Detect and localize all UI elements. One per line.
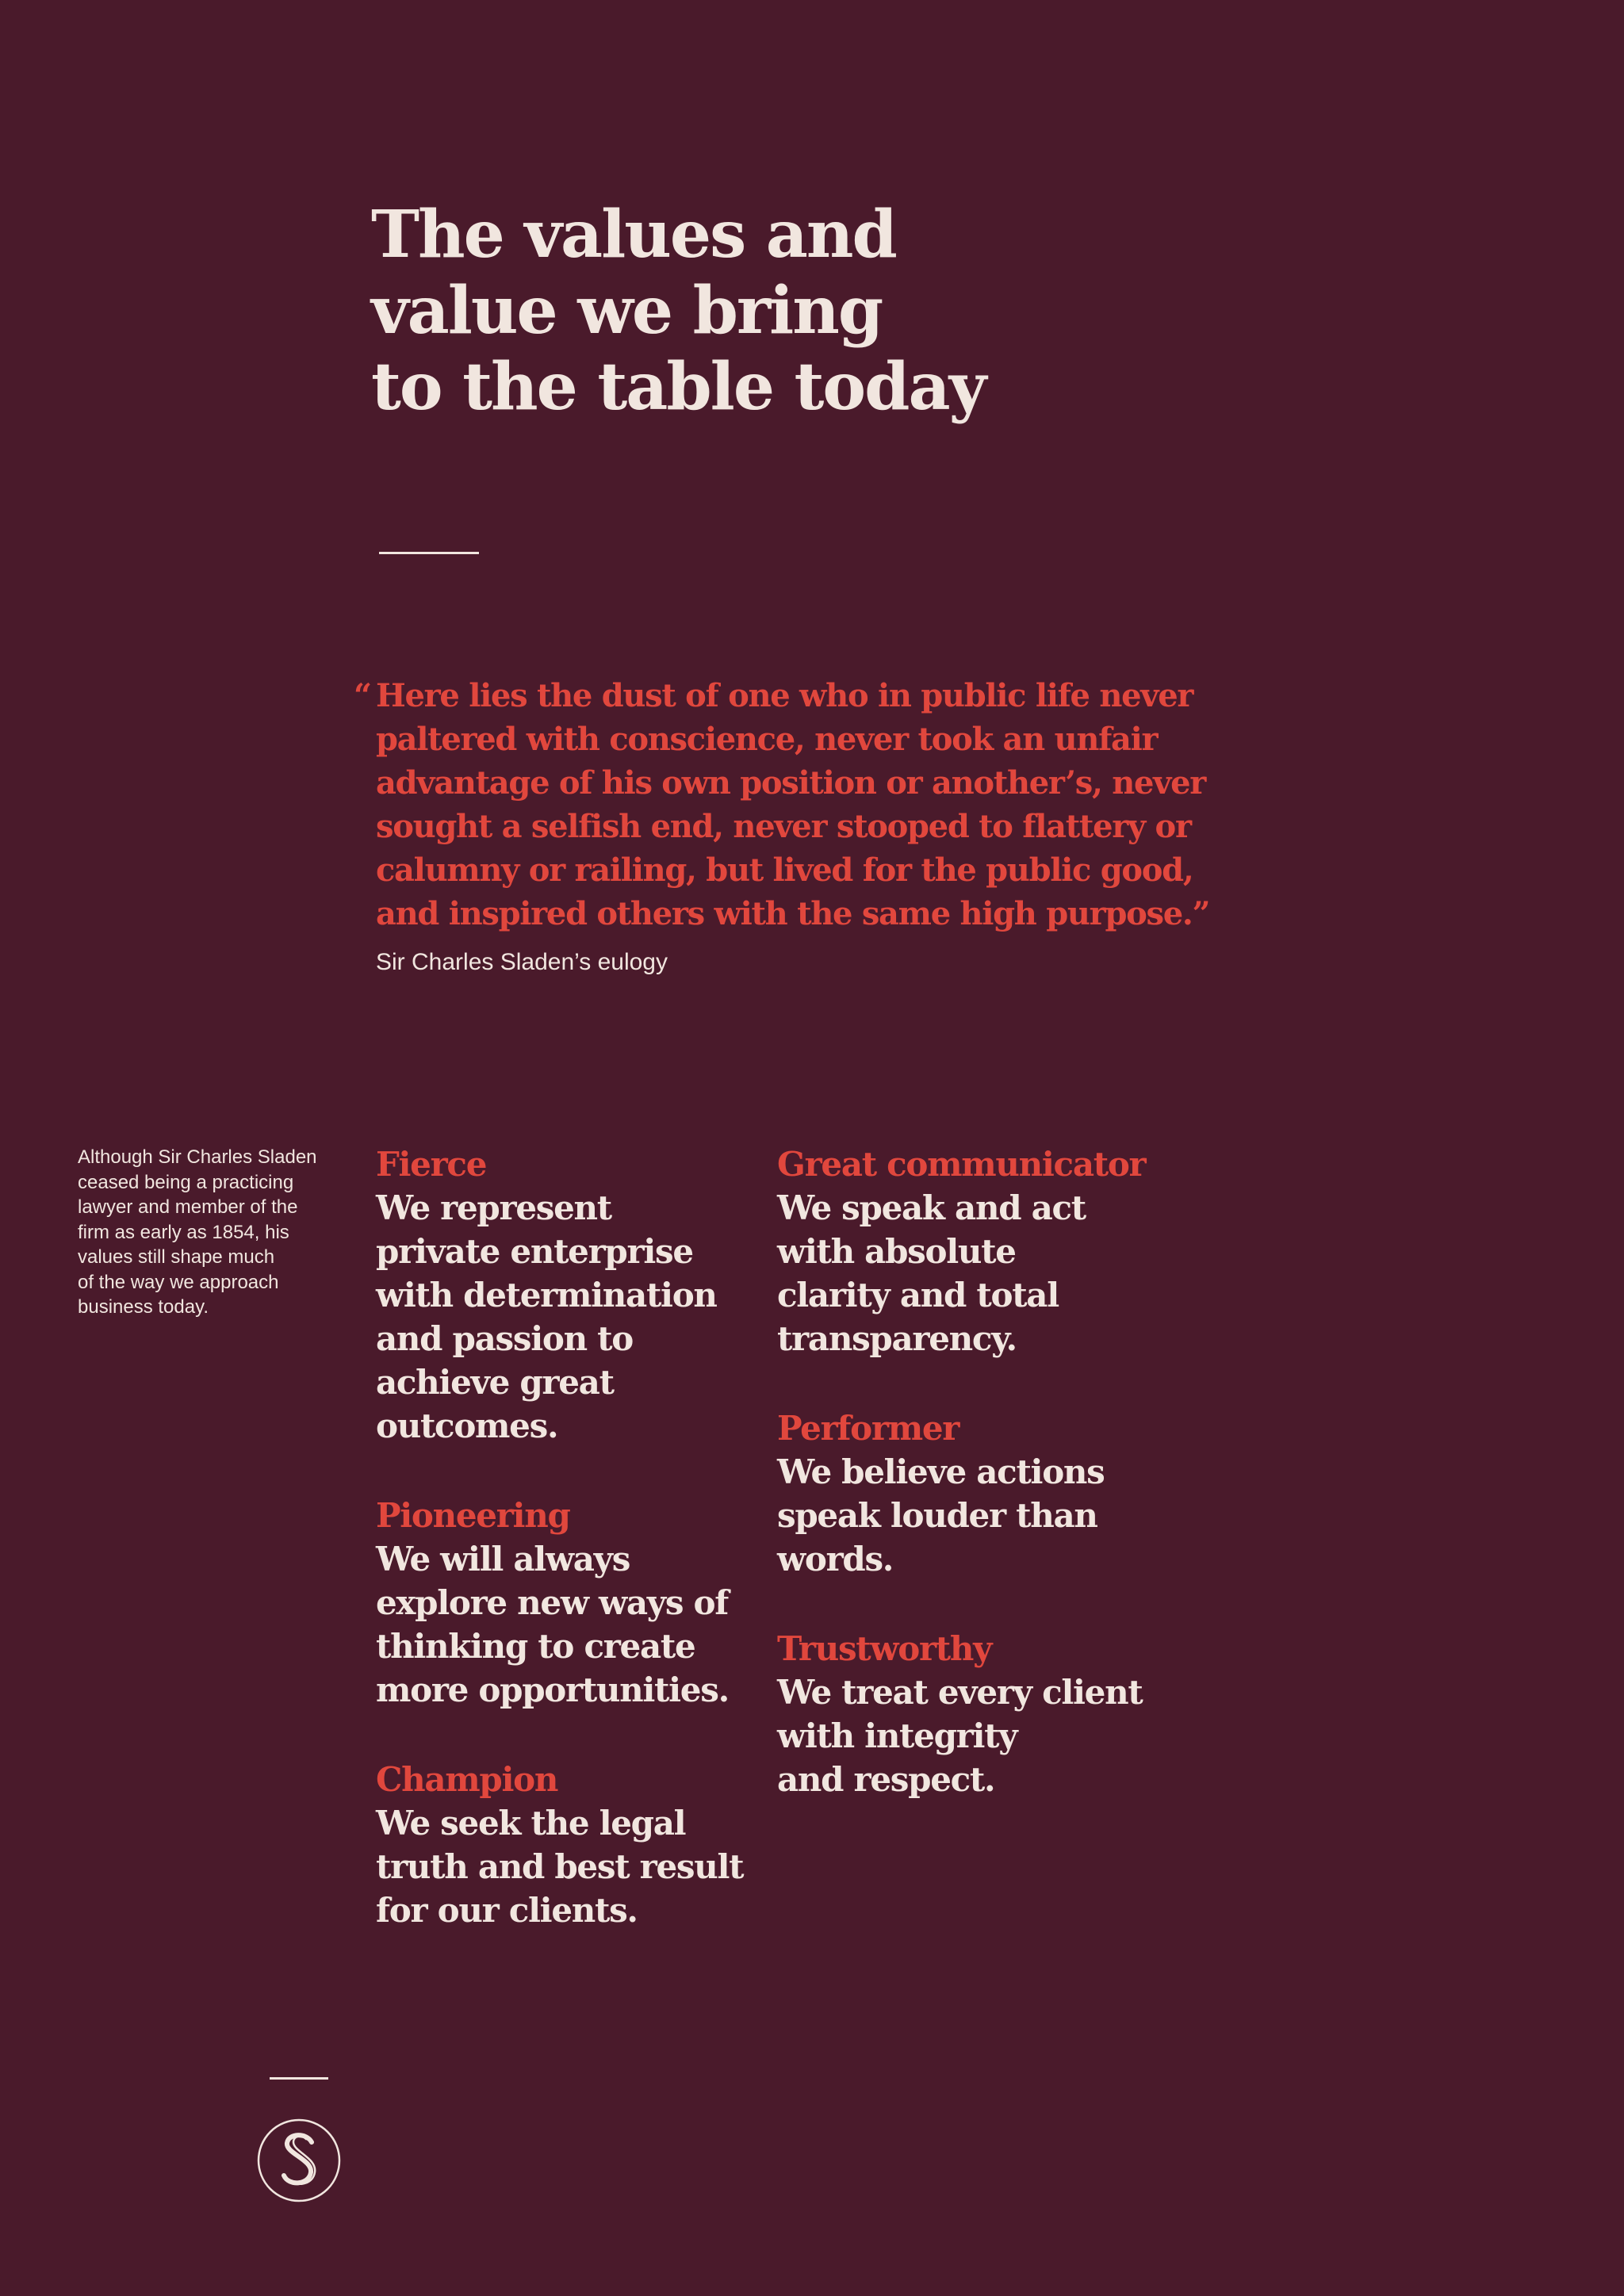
value-line: with determination (376, 1276, 717, 1314)
value-line: thinking to create (376, 1627, 695, 1666)
heading-line: to the table today (371, 349, 986, 425)
value-line: explore new ways of (376, 1583, 729, 1622)
heading-line: The values and (371, 197, 896, 273)
value-title: Fierce (376, 1145, 487, 1184)
value-line: We seek the legal (376, 1804, 686, 1843)
s-monogram-logo-icon (257, 2118, 341, 2202)
value-description (777, 1186, 1158, 1360)
footer-divider (270, 2077, 328, 2080)
value-line: for our clients. (376, 1891, 638, 1930)
side-note-line: of the way we approach (78, 1271, 279, 1293)
value-great-communicator (777, 1142, 1158, 1360)
quote-line: advantage of his own position or another’s, never (376, 764, 1206, 802)
value-line: We represent (376, 1188, 611, 1227)
side-note-line: Although Sir Charles Sladen (78, 1146, 317, 1168)
eulogy-quote (354, 674, 1296, 936)
value-line: and passion to (376, 1319, 633, 1358)
side-note-line: business today. (78, 1296, 209, 1318)
side-note-line: firm as early as 1854, his (78, 1221, 289, 1243)
value-line: and respect. (777, 1760, 995, 1799)
value-description (777, 1450, 1158, 1581)
side-note (78, 1145, 347, 1320)
value-pioneering (376, 1494, 756, 1712)
value-line: achieve great (376, 1363, 614, 1402)
value-title: Great communicator (777, 1145, 1146, 1184)
value-line: outcomes. (376, 1406, 558, 1445)
quote-line: calumny or railing, but lived for the public good, (376, 851, 1193, 889)
value-performer (777, 1406, 1158, 1581)
value-line: truth and best result (376, 1847, 744, 1886)
value-line: clarity and total (777, 1276, 1059, 1314)
page-heading (371, 197, 1085, 425)
value-line: We believe actions (777, 1452, 1105, 1491)
value-line: private enterprise (376, 1232, 693, 1271)
value-title: Pioneering (376, 1496, 570, 1535)
quote-line: Here lies the dust of one who in public life never (376, 677, 1193, 714)
side-note-line: ceased being a practicing (78, 1171, 294, 1193)
value-description (777, 1670, 1158, 1801)
quote-line: paltered with conscience, never took an unfair (376, 721, 1158, 758)
heading-line: value we bring (371, 273, 883, 349)
value-champion (376, 1758, 756, 1932)
value-line: with absolute (777, 1232, 1016, 1271)
quote-line: sought a selfish end, never stooped to flattery or (376, 808, 1191, 845)
value-line: We treat every client (777, 1673, 1143, 1712)
value-line: speak louder than (777, 1496, 1097, 1535)
value-title: Trustworthy (777, 1629, 992, 1668)
value-description (376, 1801, 756, 1932)
quote-line: and inspired others with the same high purpose.” (376, 895, 1210, 932)
value-trustworthy (777, 1627, 1158, 1801)
value-description (376, 1186, 756, 1448)
value-line: transparency. (777, 1319, 1017, 1358)
side-note-line: lawyer and member of the (78, 1196, 298, 1218)
quote-attribution: Sir Charles Sladen’s eulogy (376, 949, 668, 975)
value-line: with integrity (777, 1716, 1017, 1755)
heading-divider (379, 552, 479, 554)
value-line: We speak and act (777, 1188, 1086, 1227)
value-description (376, 1537, 756, 1712)
value-fierce (376, 1142, 756, 1448)
quote-open-mark: “ (354, 677, 371, 714)
value-line: words. (777, 1540, 894, 1578)
value-title: Champion (376, 1760, 558, 1799)
side-note-line: values still shape much (78, 1246, 275, 1268)
value-line: more opportunities. (376, 1670, 729, 1709)
value-line: We will always (376, 1540, 630, 1578)
value-title: Performer (777, 1409, 959, 1448)
